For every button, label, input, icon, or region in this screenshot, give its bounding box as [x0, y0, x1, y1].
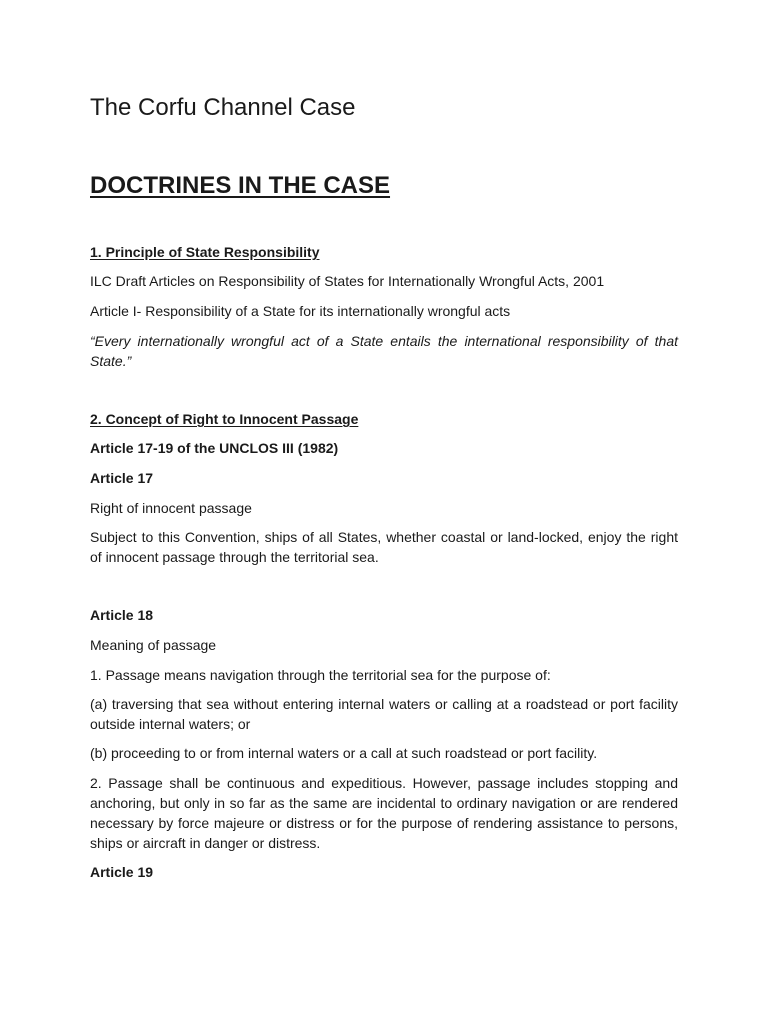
article18-paragraph-b: (b) proceeding to or from internal waters or a call at such roadstead or port facility. [90, 745, 598, 761]
article19-heading: Article 19 [90, 864, 154, 880]
section1-quote: “Every internationally wrongful act of a State entails the international responsibility of that State.” [90, 333, 678, 369]
document-title: The Corfu Channel Case [90, 94, 356, 121]
main-heading: DOCTRINES IN THE CASE [90, 172, 391, 199]
article18-title: Meaning of passage [90, 637, 217, 653]
article18-paragraph-1: 1. Passage means navigation through the territorial sea for the purpose of: [90, 667, 551, 683]
section2-heading: 2. Concept of Right to Innocent Passage [90, 411, 359, 427]
section2-subheading: Article 17-19 of the UNCLOS III (1982) [90, 440, 339, 456]
article17-heading: Article 17 [90, 470, 154, 486]
section1-paragraph-article-i: Article I- Responsibility of a State for its internationally wrongful acts [90, 303, 511, 319]
article18-paragraph-2: 2. Passage shall be continuous and expeditious. However, passage includes stopping and anchoring, but only in so far as the same are incidental to ordinary navigation or are rendered necessary by force majeure or distress or for the purpose of rendering assistance to persons, ships or aircraft in danger or distress. [90, 775, 678, 851]
section1-heading: 1. Principle of State Responsibility [90, 244, 320, 260]
article17-title: Right of innocent passage [90, 500, 252, 516]
article18-paragraph-a: (a) traversing that sea without entering internal waters or calling at a roadstead or port facility outside internal waters; or [90, 696, 678, 732]
article17-text: Subject to this Convention, ships of all States, whether coastal or land-locked, enjoy the right of innocent passage through the territorial sea. [90, 529, 678, 565]
section1-paragraph-ilc: ILC Draft Articles on Responsibility of States for Internationally Wrongful Acts, 2001 [90, 273, 605, 289]
article18-heading: Article 18 [90, 607, 154, 623]
